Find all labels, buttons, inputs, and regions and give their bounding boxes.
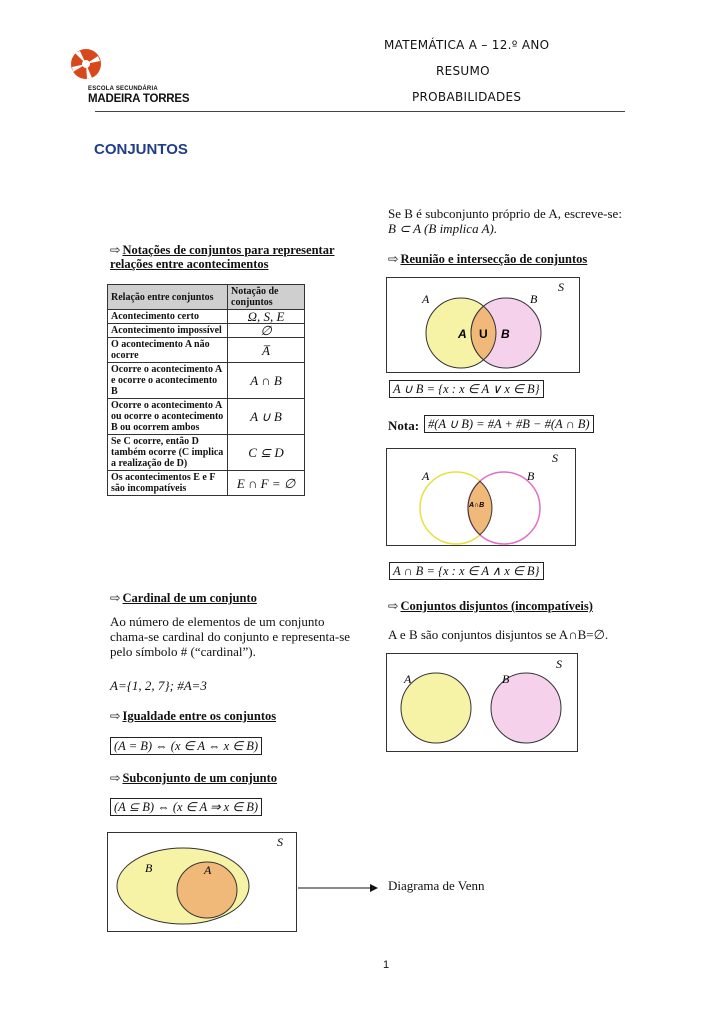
union-center-b: B — [501, 327, 510, 341]
subset-heading-text: Subconjunto de um conjunto — [122, 771, 278, 785]
union-center-a: A — [458, 327, 467, 341]
table-header-notation: Notação de conjuntos — [228, 285, 305, 310]
venn-label-b: B — [145, 861, 153, 875]
table-cell: A̅ — [228, 338, 305, 363]
subset-formula: (A ⊆ B) ⇔ (x ∈ A ⇒ x ∈ B) — [110, 798, 262, 816]
table-cell: Ocorre o acontecimento A ou ocorre o acontecimento B ou ocorrem ambos — [108, 399, 228, 435]
venn-diagram-intersection — [386, 448, 576, 546]
equality-heading-text: Igualdade entre os conjuntos — [122, 709, 277, 723]
intersection-formula: A ∩ B = {x : x ∈ A ∧ x ∈ B} — [389, 562, 544, 580]
arrow-right-icon: ⇨ — [110, 709, 121, 723]
table-cell: E ∩ F = ∅ — [228, 471, 305, 496]
table-header-relation: Relação entre conjuntos — [108, 285, 228, 310]
nota-formula: #(A ∪ B) = #A + #B − #(A ∩ B) — [424, 415, 594, 433]
venn-diagram-subset — [107, 832, 297, 932]
table-cell: Os acontecimentos E e F são incompatíveis — [108, 471, 228, 496]
proper-subset-text: Se B é subconjunto próprio de A, escreve-se: — [388, 206, 622, 221]
union-label-s: S — [558, 280, 564, 294]
page-title: CONJUNTOS — [94, 141, 188, 158]
table-cell: Ocorre o acontecimento A e ocorre o acontecimento B — [108, 363, 228, 399]
table-cell: A ∪ B — [228, 399, 305, 435]
arrow-right-icon: ⇨ — [388, 599, 399, 613]
union-formula: A ∪ B = {x : x ∈ A ∨ x ∈ B} — [389, 380, 544, 398]
school-logo — [66, 48, 106, 84]
venn-arrow — [298, 880, 378, 890]
table-row — [108, 471, 305, 496]
venn-caption: Diagrama de Venn — [388, 878, 485, 893]
venn-diagram-disjoint — [386, 653, 578, 752]
disjoint-label-s: S — [556, 657, 562, 671]
header-subject: MATEMÁTICA A – 12.º ANO — [384, 38, 550, 52]
table-row — [108, 399, 305, 435]
table-cell: Acontecimento impossível — [108, 324, 228, 338]
cardinal-heading-text: Cardinal de um conjunto — [122, 591, 257, 605]
subset-heading — [110, 770, 277, 786]
relations-table — [107, 284, 305, 496]
school-name: MADEIRA TORRES — [88, 93, 190, 105]
union-center-u: U — [479, 327, 488, 341]
notations-heading — [110, 242, 335, 258]
table-cell: ∅ — [228, 324, 305, 338]
header-rule — [95, 111, 625, 112]
inter-label-s: S — [552, 451, 558, 465]
venn-label-s: S — [277, 835, 283, 849]
cardinal-text: Ao número de elementos de um conjunto chama-se cardinal do conjunto e representa-se pelo símbolo # (“cardinal”). — [110, 614, 351, 659]
notations-heading-line1: Notações de conjuntos para representar — [122, 243, 335, 257]
table-cell: Acontecimento certo — [108, 310, 228, 324]
disjoint-heading — [388, 598, 593, 614]
equality-heading — [110, 708, 276, 724]
cardinal-heading — [110, 590, 257, 606]
table-row — [108, 338, 305, 363]
arrow-right-icon: ⇨ — [388, 252, 399, 266]
table-row — [108, 435, 305, 471]
disjoint-label-b: B — [502, 672, 510, 686]
disjoint-text: A e B são conjuntos disjuntos se A∩B=∅. — [388, 627, 609, 642]
table-cell: A ∩ B — [228, 363, 305, 399]
proper-subset-notation: B ⊂ A (B implica A). — [388, 221, 498, 236]
header-type: RESUMO — [436, 64, 490, 78]
cardinal-example: A={1, 2, 7}; #A=3 — [110, 678, 207, 693]
arrow-right-icon: ⇨ — [110, 591, 121, 605]
union-label-b: B — [530, 292, 538, 306]
inter-center: A∩B — [469, 502, 485, 509]
inter-label-b: B — [527, 469, 535, 483]
equality-formula: (A = B) ⇔ (x ∈ A ⇔ x ∈ B) — [110, 737, 262, 755]
header-topic: PROBABILIDADES — [412, 90, 522, 104]
school-name-small: ESCOLA SECUNDÁRIA — [88, 86, 158, 92]
venn-diagram-union — [386, 277, 580, 373]
table-row — [108, 324, 305, 338]
union-heading — [388, 251, 587, 267]
arrow-right-icon: ⇨ — [110, 771, 121, 785]
union-label-a: A — [422, 292, 430, 306]
table-row — [108, 363, 305, 399]
table-cell: Se C ocorre, então D também ocorre (C implica a realização de D) — [108, 435, 228, 471]
disjoint-heading-text: Conjuntos disjuntos (incompatíveis) — [400, 599, 593, 613]
nota-label: Nota: — [388, 418, 420, 433]
arrow-right-icon: ⇨ — [110, 243, 121, 257]
venn-label-a: A — [204, 863, 212, 877]
union-heading-text: Reunião e intersecção de conjuntos — [400, 252, 588, 266]
table-row — [108, 310, 305, 324]
table-cell: O acontecimento A não ocorre — [108, 338, 228, 363]
disjoint-label-a: A — [404, 672, 412, 686]
notations-heading-line2: relações entre acontecimentos — [110, 257, 269, 271]
inter-label-a: A — [422, 469, 430, 483]
page-number: 1 — [383, 959, 390, 971]
table-cell: Ω, S, E — [228, 310, 305, 324]
table-cell: C ⊆ D — [228, 435, 305, 471]
